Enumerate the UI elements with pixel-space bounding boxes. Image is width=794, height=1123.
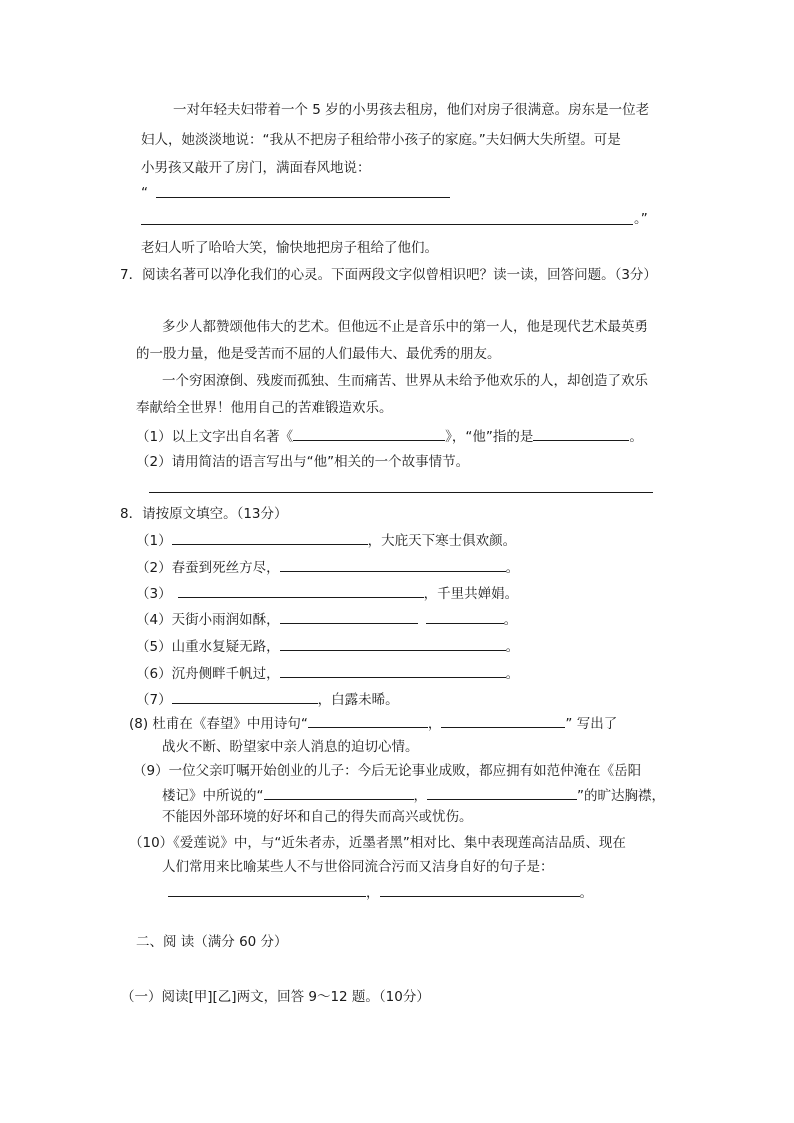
answer-blank-he[interactable] <box>533 427 629 441</box>
q7-para1-b: 的一股力量，他是受苦而不屈的人们最伟大、最优秀的朋友。 <box>136 346 501 362</box>
item-text: ，大庇天下寒士俱欢颜。 <box>367 533 517 549</box>
q8-item-7 <box>136 690 399 709</box>
answer-blank[interactable] <box>172 531 368 545</box>
item-text: 。 <box>505 560 520 576</box>
q7-para2-a: 一个穷困潦倒、残废而孤独、生而痛苦、世界从未给予他欢乐的人，却创造了欢乐 <box>162 373 648 389</box>
q8-item-10: （10）《爱莲说》中，与“近朱者赤，近墨者黑”相对比、集中表现莲高洁品质、现在 <box>129 835 626 851</box>
answer-blank[interactable] <box>156 197 450 198</box>
answer-blank[interactable] <box>264 786 414 800</box>
q7-para1-a: 多少人都赞颂他伟大的艺术。但他远不止是音乐中的第一人，他是现代艺术最英勇 <box>162 319 648 335</box>
item-text: 。 <box>505 666 520 682</box>
item-text: 。 <box>505 639 520 655</box>
answer-blank[interactable] <box>280 610 418 624</box>
q7-sub1-text-c: 。 <box>629 429 643 445</box>
item-number: （7） <box>136 692 172 708</box>
q7-sub1-text-b: 》，“他”指的是 <box>445 429 534 445</box>
item-text: (8) 杜甫在《春望》中用诗句“ <box>129 716 308 732</box>
item-text: （6）沉舟侧畔千帆过， <box>136 666 280 682</box>
item-text: （5）山重水复疑无路， <box>136 639 280 655</box>
q8-item-1 <box>136 531 516 550</box>
q8-item-8-cont: 战火不断、盼望家中亲人消息的迫切心情。 <box>162 739 419 755</box>
answer-blank[interactable] <box>168 883 366 897</box>
story-line-1: 一对年轻夫妇带着一个 5 岁的小男孩去租房，他们对房子很满意。房东是一位老 <box>173 102 650 118</box>
answer-blank[interactable] <box>280 664 506 678</box>
answer-blank[interactable] <box>280 558 506 572</box>
answer-blank[interactable] <box>178 584 424 598</box>
q7-sub1 <box>136 427 643 446</box>
q8-item-6 <box>136 664 519 683</box>
answer-blank[interactable] <box>441 714 565 728</box>
q7-sub2: （2）请用简洁的语言写出与“他”相关的一个故事情节。 <box>136 454 470 470</box>
answer-blank[interactable] <box>426 610 504 624</box>
section-2-title: 二、阅 读（满分 60 分） <box>136 934 288 950</box>
q8-item-9-line-2 <box>162 786 665 805</box>
story-line-2: 妇人，她淡淡地说：“我从不把房子租给带小孩子的家庭。”夫妇俩大失所望。可是 <box>141 132 621 148</box>
q8-item-2 <box>136 558 519 577</box>
item-number: （1） <box>136 533 172 549</box>
answer-blank[interactable] <box>141 224 633 225</box>
item-text: ” 写出了 <box>565 716 618 732</box>
q8-item-5 <box>136 637 519 656</box>
q8-item-8 <box>129 714 617 733</box>
section-2-subtitle: （一）阅读[甲][乙]两文，回答 9～12 题。（10分） <box>121 989 430 1005</box>
item-text: （2）春蚕到死丝方尽， <box>136 560 280 576</box>
q8-item-4 <box>136 610 517 629</box>
answer-blank[interactable] <box>427 786 577 800</box>
item-text: ，千里共婵娟。 <box>423 586 519 602</box>
answer-blank-book[interactable] <box>293 427 445 441</box>
open-quote: “ <box>141 185 148 201</box>
story-line-6: 老妇人听了哈哈大笑，愉快地把房子租给了他们。 <box>141 240 438 256</box>
item-text: ， <box>413 788 427 804</box>
item-number: （3） <box>136 586 172 602</box>
answer-blank[interactable] <box>149 492 653 493</box>
item-text: 。 <box>579 885 593 901</box>
item-text: ， <box>427 716 442 732</box>
story-line-3: 小男孩又敲开了房门，满面春风地说： <box>141 160 371 176</box>
item-text: ，白露未晞。 <box>317 692 399 708</box>
q7-prompt: 7．阅读名著可以净化我们的心灵。下面两段文字似曾相识吧？读一读，回答问题。（3分） <box>120 267 657 283</box>
item-text: 。 <box>503 612 518 628</box>
answer-blank[interactable] <box>172 690 318 704</box>
q8-prompt: 8．请按原文填空。（13分） <box>120 506 288 522</box>
q8-item-10-line-2: 人们常用来比喻某些人不与世俗同流合污而又洁身自好的句子是： <box>162 859 554 875</box>
q7-sub1-text-a: （1）以上文字出自名著《 <box>136 429 294 445</box>
q7-para2-b: 奉献给全世界！他用自己的苦难锻造欢乐。 <box>136 400 393 416</box>
answer-blank[interactable] <box>308 714 428 728</box>
close-quote: 。” <box>634 211 648 227</box>
answer-blank[interactable] <box>280 637 506 651</box>
item-text: ”的旷达胸襟， <box>577 788 665 804</box>
item-text: 楼记》中所说的“ <box>162 788 264 804</box>
q8-item-9: （9）一位父亲叮嘱开始创业的儿子：今后无论事业成败，都应拥有如范仲淹在《岳阳 <box>133 763 642 779</box>
item-text: （4）天街小雨润如酥， <box>136 612 280 628</box>
q8-item-3 <box>136 584 518 603</box>
item-text: ， <box>366 885 380 901</box>
q8-item-9-line-3: 不能因外部环境的好坏和自己的得失而高兴或忧伤。 <box>162 809 473 825</box>
answer-blank[interactable] <box>380 883 580 897</box>
q8-item-10-line-3 <box>168 883 593 902</box>
